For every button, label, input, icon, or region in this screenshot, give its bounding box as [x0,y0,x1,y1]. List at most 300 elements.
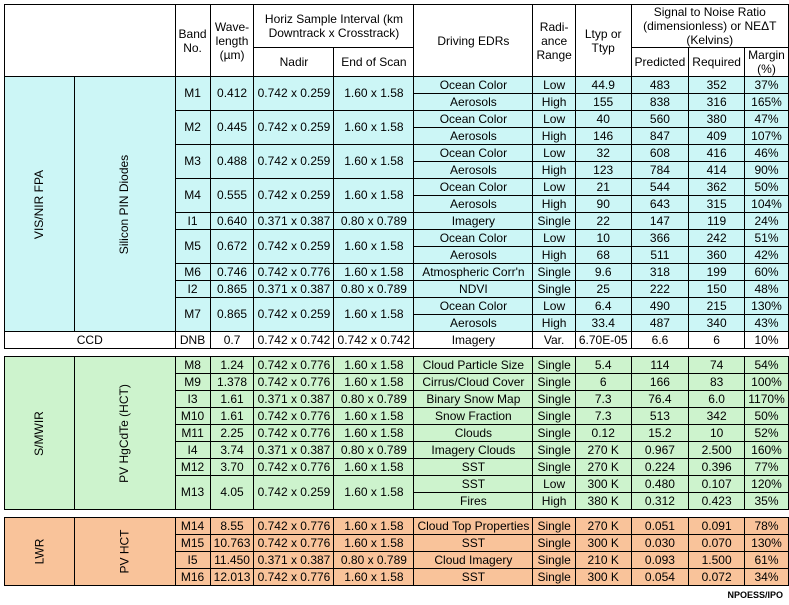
margin-cell: 50% [745,179,789,196]
ltyp-cell: 25 [575,281,631,298]
end-of-scan-cell: 1.60 x 1.58 [334,535,414,552]
margin-cell: 52% [745,425,789,442]
nadir-cell: 0.742 x 0.776 [254,374,334,391]
wavelength-cell: 0.640 [210,213,254,230]
wavelength-cell: 0.746 [210,264,254,281]
lwr-group-label-text: LWR [32,538,47,565]
radiance-range-cell: Single [533,442,575,459]
margin-cell: 90% [745,162,789,179]
smwir-group-label-text: S/MWIR [32,410,47,456]
radiance-range-cell: Low [533,476,575,493]
band-cell: M3 [175,145,210,179]
driving-edr-cell: SST [414,476,533,493]
ltyp-cell: 22 [575,213,631,230]
margin-cell: 130% [745,298,789,315]
smwir-detector-label [75,357,175,510]
nadir-cell: 0.371 x 0.387 [254,281,334,298]
predicted-cell: 76.4 [631,391,689,408]
gap-cell [5,349,789,357]
margin-cell: 104% [745,196,789,213]
nadir-cell: 0.742 x 0.776 [254,518,334,535]
driving-edr-cell: Cloud Top Properties [414,518,533,535]
header-required: Required [689,48,745,77]
band-cell: M5 [175,230,210,264]
driving-edr-cell: Aerosols [414,247,533,264]
radiance-range-cell: Low [533,298,575,315]
margin-cell: 50% [745,408,789,425]
ccd-group-label: CCD [5,332,176,349]
radiance-range-cell: High [533,315,575,332]
wavelength-cell: 0.672 [210,230,254,264]
ltyp-cell: 270 K [575,442,631,459]
predicted-cell: 366 [631,230,689,247]
predicted-cell: 643 [631,196,689,213]
required-cell: 2.500 [689,442,745,459]
ltyp-cell: 7.3 [575,408,631,425]
ltyp-cell: 21 [575,179,631,196]
smwir-detector-label-text: PV HgCdTe (HCT) [117,383,132,483]
band-cell: M9 [175,374,210,391]
predicted-cell: 166 [631,374,689,391]
predicted-cell: 608 [631,145,689,162]
predicted-cell: 0.093 [631,552,689,569]
lwr-group-label [5,518,75,586]
margin-cell: 37% [745,77,789,94]
driving-edr-cell: Ocean Color [414,298,533,315]
ltyp-cell: 6.4 [575,298,631,315]
nadir-cell: 0.742 x 0.742 [254,332,334,349]
nadir-cell: 0.742 x 0.776 [254,459,334,476]
band-cell: M4 [175,179,210,213]
wavelength-cell: 0.488 [210,145,254,179]
header-margin: Margin (%) [745,48,789,77]
nadir-cell: 0.742 x 0.776 [254,264,334,281]
band-cell: M2 [175,111,210,145]
end-of-scan-cell: 1.60 x 1.58 [334,425,414,442]
wavelength-cell: 4.05 [210,476,254,510]
end-of-scan-cell: 0.742 x 0.742 [334,332,414,349]
wavelength-cell: 11.450 [210,552,254,569]
required-cell: 199 [689,264,745,281]
lwr-detector-label-text: PV HCT [117,529,132,574]
ltyp-cell: 40 [575,111,631,128]
header-horiz-interval: Horiz Sample Interval (km Downtrack x Crosstrack) [254,5,414,48]
required-cell: 6 [689,332,745,349]
radiance-range-cell: Single [533,425,575,442]
band-cell: I2 [175,281,210,298]
predicted-cell: 0.030 [631,535,689,552]
radiance-range-cell: High [533,247,575,264]
end-of-scan-cell: 1.60 x 1.58 [334,569,414,586]
radiance-range-cell: Single [533,264,575,281]
end-of-scan-cell: 0.80 x 0.789 [334,213,414,230]
driving-edr-cell: Imagery Clouds [414,442,533,459]
end-of-scan-cell: 1.60 x 1.58 [334,459,414,476]
radiance-range-cell: Single [533,459,575,476]
margin-cell: 60% [745,264,789,281]
end-of-scan-cell: 1.60 x 1.58 [334,374,414,391]
ltyp-cell: 270 K [575,459,631,476]
ltyp-cell: 32 [575,145,631,162]
nadir-cell: 0.742 x 0.259 [254,77,334,111]
margin-cell: 42% [745,247,789,264]
radiance-range-cell: Low [533,111,575,128]
nadir-cell: 0.742 x 0.259 [254,145,334,179]
ltyp-cell: 270 K [575,518,631,535]
required-cell: 0.107 [689,476,745,493]
vis-nir-detector-label [75,77,175,332]
radiance-range-cell: Low [533,179,575,196]
nadir-cell: 0.742 x 0.776 [254,569,334,586]
header-ltyp: Ltyp or Ttyp [575,5,631,77]
radiance-range-cell: Low [533,230,575,247]
radiance-range-cell: High [533,94,575,111]
end-of-scan-cell: 1.60 x 1.58 [334,518,414,535]
wavelength-cell: 8.55 [210,518,254,535]
margin-cell: 100% [745,374,789,391]
predicted-cell: 222 [631,281,689,298]
wavelength-cell: 0.7 [210,332,254,349]
driving-edr-cell: SST [414,535,533,552]
ltyp-cell: 10 [575,230,631,247]
driving-edr-cell: NDVI [414,281,533,298]
table-row-ccd [5,332,789,349]
band-cell: I3 [175,391,210,408]
required-cell: 119 [689,213,745,230]
predicted-cell: 147 [631,213,689,230]
header-predicted: Predicted [631,48,689,77]
predicted-cell: 0.967 [631,442,689,459]
end-of-scan-cell: 1.60 x 1.58 [334,230,414,264]
driving-edr-cell: Ocean Color [414,230,533,247]
driving-edr-cell: Aerosols [414,162,533,179]
nadir-cell: 0.371 x 0.387 [254,213,334,230]
driving-edr-cell: Ocean Color [414,179,533,196]
band-cell: I1 [175,213,210,230]
wavelength-cell: 1.61 [210,391,254,408]
wavelength-cell: 10.763 [210,535,254,552]
radiance-range-cell: Single [533,213,575,230]
nadir-cell: 0.371 x 0.387 [254,552,334,569]
required-cell: 340 [689,315,745,332]
margin-cell: 47% [745,111,789,128]
required-cell: 409 [689,128,745,145]
required-cell: 316 [689,94,745,111]
ltyp-cell: 6.70E-05 [575,332,631,349]
section-gap [5,349,789,357]
wavelength-cell: 0.865 [210,281,254,298]
lwr-detector-label [75,518,175,586]
nadir-cell: 0.742 x 0.776 [254,535,334,552]
driving-edr-cell: Cirrus/Cloud Cover [414,374,533,391]
ltyp-cell: 146 [575,128,631,145]
nadir-cell: 0.742 x 0.259 [254,476,334,510]
nadir-cell: 0.742 x 0.259 [254,111,334,145]
ltyp-cell: 90 [575,196,631,213]
end-of-scan-cell: 0.80 x 0.789 [334,281,414,298]
driving-edr-cell: Imagery [414,332,533,349]
radiance-range-cell: Low [533,77,575,94]
nadir-cell: 0.371 x 0.387 [254,442,334,459]
required-cell: 10 [689,425,745,442]
footer-credit: NPOESS/IPO [727,590,783,600]
required-cell: 83 [689,374,745,391]
predicted-cell: 6.6 [631,332,689,349]
radiance-range-cell: Low [533,145,575,162]
required-cell: 315 [689,196,745,213]
end-of-scan-cell: 1.60 x 1.58 [334,408,414,425]
section-gap [5,510,789,518]
margin-cell: 48% [745,281,789,298]
radiance-range-cell: Var. [533,332,575,349]
required-cell: 215 [689,298,745,315]
required-cell: 416 [689,145,745,162]
required-cell: 0.091 [689,518,745,535]
header-end-of-scan: End of Scan [334,48,414,77]
margin-cell: 46% [745,145,789,162]
margin-cell: 120% [745,476,789,493]
driving-edr-cell: Aerosols [414,94,533,111]
required-cell: 1.500 [689,552,745,569]
header-nadir: Nadir [254,48,334,77]
band-cell: M13 [175,476,210,510]
required-cell: 0.396 [689,459,745,476]
radiance-range-cell: High [533,128,575,145]
driving-edr-cell: Cloud Particle Size [414,357,533,374]
predicted-cell: 15.2 [631,425,689,442]
margin-cell: 1170% [745,391,789,408]
radiance-range-cell: Single [533,569,575,586]
band-cell: I4 [175,442,210,459]
band-cell: M1 [175,77,210,111]
smwir-group-label [5,357,75,510]
driving-edr-cell: Ocean Color [414,111,533,128]
table-row [5,518,789,535]
end-of-scan-cell: 1.60 x 1.58 [334,179,414,213]
table-row [5,357,789,374]
margin-cell: 43% [745,315,789,332]
end-of-scan-cell: 1.60 x 1.58 [334,476,414,510]
driving-edr-cell: Aerosols [414,128,533,145]
end-of-scan-cell: 1.60 x 1.58 [334,77,414,111]
driving-edr-cell: Clouds [414,425,533,442]
end-of-scan-cell: 1.60 x 1.58 [334,145,414,179]
wavelength-cell: 1.378 [210,374,254,391]
ltyp-cell: 123 [575,162,631,179]
vis-nir-detector-label-text: Silicon PIN Diodes [117,154,132,254]
radiance-range-cell: Single [533,518,575,535]
radiance-range-cell: Single [533,391,575,408]
table-body [5,5,789,586]
driving-edr-cell: Snow Fraction [414,408,533,425]
required-cell: 342 [689,408,745,425]
ltyp-cell: 7.3 [575,391,631,408]
predicted-cell: 0.054 [631,569,689,586]
margin-cell: 35% [745,493,789,510]
driving-edr-cell: Atmospheric Corr'n [414,264,533,281]
band-cell: M11 [175,425,210,442]
ltyp-cell: 380 K [575,493,631,510]
predicted-cell: 0.051 [631,518,689,535]
end-of-scan-cell: 0.80 x 0.789 [334,391,414,408]
end-of-scan-cell: 1.60 x 1.58 [334,298,414,332]
band-cell: M14 [175,518,210,535]
margin-cell: 51% [745,230,789,247]
predicted-cell: 544 [631,179,689,196]
band-cell: I5 [175,552,210,569]
radiance-range-cell: High [533,493,575,510]
predicted-cell: 0.480 [631,476,689,493]
required-cell: 380 [689,111,745,128]
ltyp-cell: 6 [575,374,631,391]
wavelength-cell: 1.61 [210,408,254,425]
band-cell: M7 [175,298,210,332]
ltyp-cell: 0.12 [575,425,631,442]
radiance-range-cell: High [533,196,575,213]
vis-nir-group-label-text: VIS/NIR FPA [32,169,47,239]
ltyp-cell: 68 [575,247,631,264]
margin-cell: 160% [745,442,789,459]
nadir-cell: 0.742 x 0.776 [254,357,334,374]
radiance-range-cell: Single [533,408,575,425]
predicted-cell: 318 [631,264,689,281]
predicted-cell: 784 [631,162,689,179]
driving-edr-cell: Imagery [414,213,533,230]
band-cell: M8 [175,357,210,374]
nadir-cell: 0.371 x 0.387 [254,391,334,408]
ltyp-cell: 44.9 [575,77,631,94]
predicted-cell: 513 [631,408,689,425]
margin-cell: 61% [745,552,789,569]
predicted-cell: 0.224 [631,459,689,476]
band-cell: M10 [175,408,210,425]
header-wavelength: Wave-length (µm) [210,5,254,77]
viirs-band-table [4,4,789,586]
radiance-range-cell: Single [533,374,575,391]
required-cell: 360 [689,247,745,264]
band-cell: DNB [175,332,210,349]
margin-cell: 10% [745,332,789,349]
required-cell: 0.072 [689,569,745,586]
band-cell: M15 [175,535,210,552]
ltyp-cell: 33.4 [575,315,631,332]
driving-edr-cell: Cloud Imagery [414,552,533,569]
end-of-scan-cell: 0.80 x 0.789 [334,552,414,569]
predicted-cell: 483 [631,77,689,94]
ltyp-cell: 155 [575,94,631,111]
wavelength-cell: 12.013 [210,569,254,586]
gap-cell [5,510,789,518]
predicted-cell: 490 [631,298,689,315]
driving-edr-cell: Ocean Color [414,145,533,162]
wavelength-cell: 0.865 [210,298,254,332]
wavelength-cell: 0.555 [210,179,254,213]
margin-cell: 165% [745,94,789,111]
predicted-cell: 0.312 [631,493,689,510]
ltyp-cell: 210 K [575,552,631,569]
predicted-cell: 487 [631,315,689,332]
table-row [5,77,789,94]
radiance-range-cell: Single [533,357,575,374]
wavelength-cell: 0.445 [210,111,254,145]
radiance-range-cell: Single [533,535,575,552]
required-cell: 0.423 [689,493,745,510]
radiance-range-cell: Single [533,281,575,298]
ltyp-cell: 5.4 [575,357,631,374]
predicted-cell: 560 [631,111,689,128]
radiance-range-cell: Single [533,552,575,569]
required-cell: 0.070 [689,535,745,552]
end-of-scan-cell: 1.60 x 1.58 [334,357,414,374]
wavelength-cell: 0.412 [210,77,254,111]
ltyp-cell: 300 K [575,535,631,552]
vis-nir-group-label [5,77,75,332]
band-cell: M6 [175,264,210,281]
end-of-scan-cell: 1.60 x 1.58 [334,264,414,281]
driving-edr-cell: Fires [414,493,533,510]
predicted-cell: 114 [631,357,689,374]
wavelength-cell: 1.24 [210,357,254,374]
nadir-cell: 0.742 x 0.259 [254,179,334,213]
wavelength-cell: 3.74 [210,442,254,459]
nadir-cell: 0.742 x 0.259 [254,230,334,264]
driving-edr-cell: Aerosols [414,196,533,213]
driving-edr-cell: Binary Snow Map [414,391,533,408]
band-cell: M12 [175,459,210,476]
header-snr: Signal to Noise Ratio (dimensionless) or NEΔT (Kelvins) [631,5,788,48]
nadir-cell: 0.742 x 0.259 [254,298,334,332]
nadir-cell: 0.742 x 0.776 [254,408,334,425]
margin-cell: 107% [745,128,789,145]
nadir-cell: 0.742 x 0.776 [254,425,334,442]
predicted-cell: 838 [631,94,689,111]
end-of-scan-cell: 1.60 x 1.58 [334,111,414,145]
margin-cell: 77% [745,459,789,476]
wavelength-cell: 2.25 [210,425,254,442]
required-cell: 362 [689,179,745,196]
wavelength-cell: 3.70 [210,459,254,476]
ltyp-cell: 9.6 [575,264,631,281]
required-cell: 414 [689,162,745,179]
margin-cell: 54% [745,357,789,374]
driving-edr-cell: Aerosols [414,315,533,332]
header-radiance-range: Radi-ance Range [533,5,575,77]
required-cell: 150 [689,281,745,298]
required-cell: 74 [689,357,745,374]
band-cell: M16 [175,569,210,586]
end-of-scan-cell: 0.80 x 0.789 [334,442,414,459]
header-driving-edrs: Driving EDRs [414,5,533,77]
margin-cell: 130% [745,535,789,552]
required-cell: 6.0 [689,391,745,408]
driving-edr-cell: SST [414,459,533,476]
ltyp-cell: 300 K [575,569,631,586]
margin-cell: 34% [745,569,789,586]
header-band-no: Band No. [175,5,210,77]
predicted-cell: 511 [631,247,689,264]
predicted-cell: 847 [631,128,689,145]
corner-cell [5,5,176,77]
driving-edr-cell: Ocean Color [414,77,533,94]
margin-cell: 24% [745,213,789,230]
required-cell: 242 [689,230,745,247]
margin-cell: 78% [745,518,789,535]
required-cell: 352 [689,77,745,94]
radiance-range-cell: High [533,162,575,179]
ltyp-cell: 300 K [575,476,631,493]
driving-edr-cell: SST [414,569,533,586]
viirs-band-table-container [4,4,789,586]
